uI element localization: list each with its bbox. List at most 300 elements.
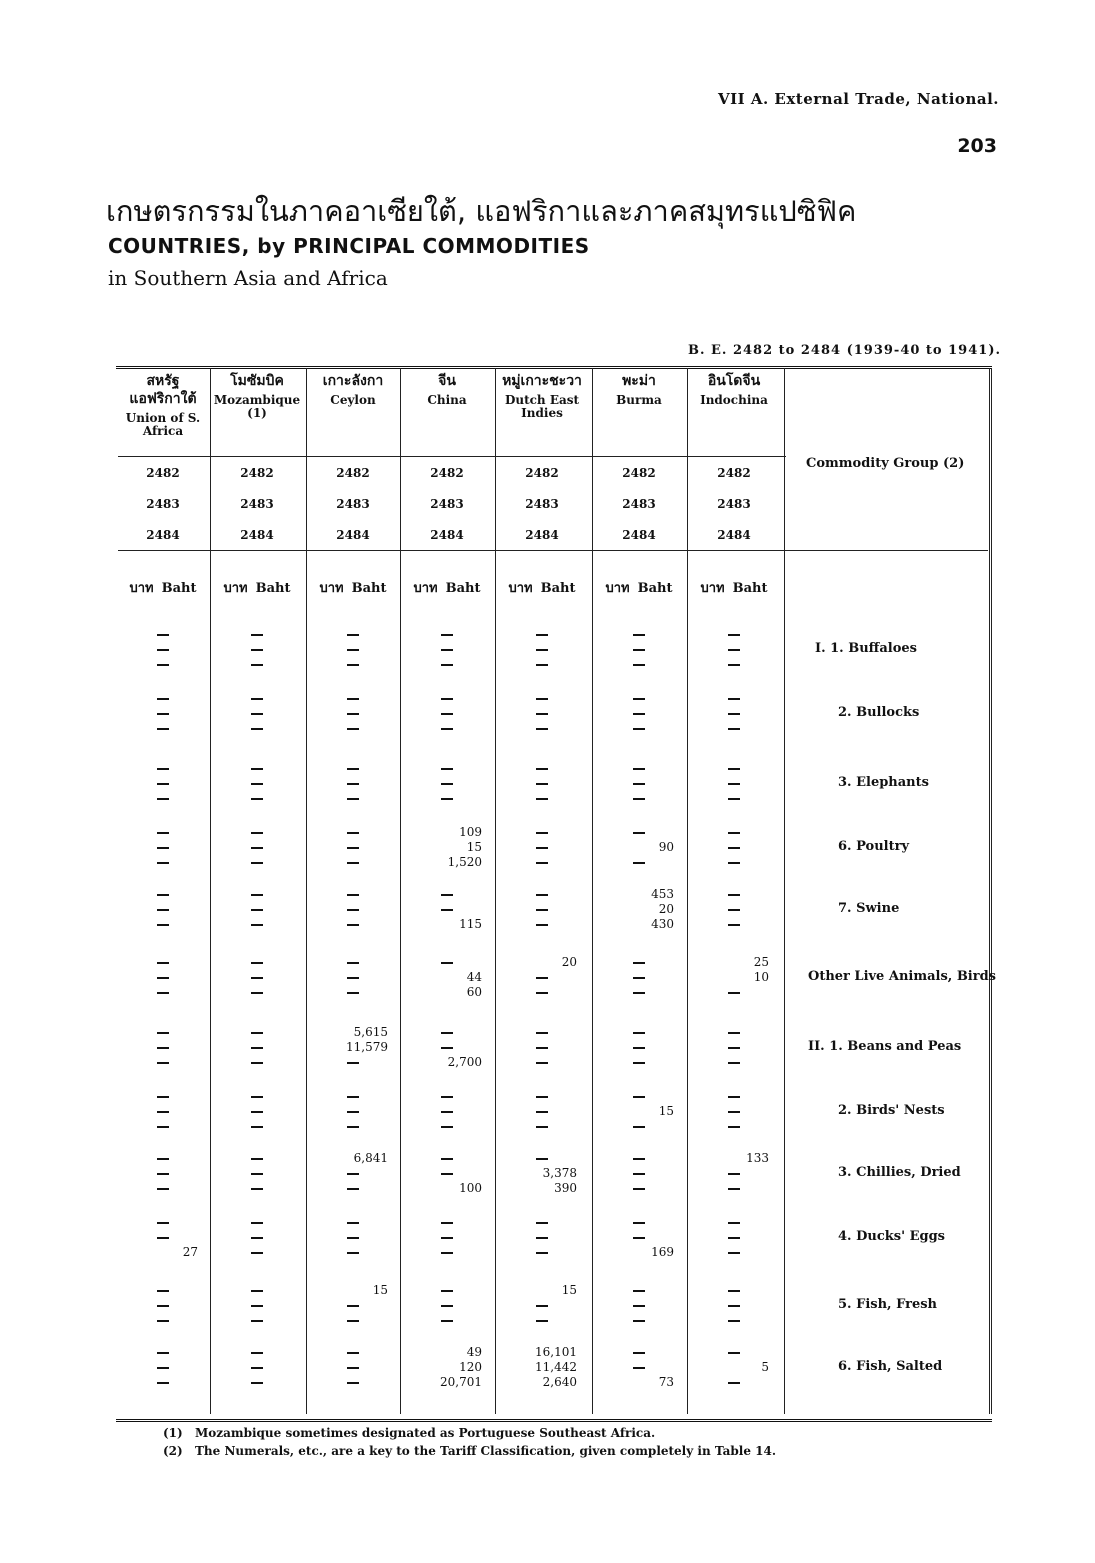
dash-mark	[633, 783, 645, 785]
cell-value	[251, 841, 263, 854]
cell-value	[441, 692, 453, 705]
cell-value	[251, 888, 263, 901]
cell-value	[728, 692, 740, 705]
cell-value: 20,701	[440, 1375, 482, 1389]
year-label: 2482	[525, 466, 559, 480]
cell-value	[347, 707, 359, 720]
dash-mark	[251, 1096, 263, 1098]
dash-mark	[347, 977, 359, 979]
year-label: 2484	[336, 528, 370, 542]
cell-value	[157, 841, 169, 854]
cell-value	[251, 1376, 263, 1389]
cell-value: 115	[459, 917, 482, 931]
cell-value	[347, 658, 359, 671]
dash-mark	[347, 909, 359, 911]
cell-value	[251, 1346, 263, 1359]
dash-mark	[728, 992, 740, 994]
cell-value	[251, 1182, 263, 1195]
cell-value	[633, 643, 645, 656]
country-name-english: Dutch East Indies	[504, 393, 580, 420]
cell-value	[633, 956, 645, 969]
cell-value	[347, 1182, 359, 1195]
unit-label	[687, 577, 781, 598]
dash-mark	[251, 649, 263, 651]
unit-thai: บาท	[508, 581, 533, 596]
cell-value	[157, 643, 169, 656]
dash-mark	[728, 1237, 740, 1239]
cell-value	[251, 1284, 263, 1297]
dash-mark	[728, 924, 740, 926]
year-label: 2482	[622, 466, 656, 480]
dash-mark	[251, 1320, 263, 1322]
cell-value	[251, 856, 263, 869]
year-label: 2483	[146, 497, 180, 511]
table-cell	[495, 628, 589, 682]
table-cell	[495, 1090, 589, 1144]
cell-value	[347, 722, 359, 735]
unit-english: Baht	[351, 581, 387, 596]
cell-value	[347, 692, 359, 705]
cell-value	[728, 986, 740, 999]
cell-value	[347, 903, 359, 916]
dash-mark	[251, 1158, 263, 1160]
table-right-border	[989, 368, 992, 1414]
dash-mark	[441, 1222, 453, 1224]
cell-value	[728, 1120, 740, 1133]
dash-mark	[728, 1096, 740, 1098]
commodity-label: 5. Fish, Fresh	[838, 1297, 937, 1312]
cell-value	[633, 1314, 645, 1327]
dash-mark	[728, 909, 740, 911]
dash-mark	[633, 713, 645, 715]
cell-value: 20	[561, 955, 577, 969]
table-cell	[210, 1216, 304, 1270]
dash-mark	[536, 847, 548, 849]
dash-mark	[347, 1237, 359, 1239]
cell-value	[157, 1026, 169, 1039]
cell-value	[347, 792, 359, 805]
dash-mark	[251, 1352, 263, 1354]
cell-value	[536, 903, 548, 916]
dash-mark	[157, 1173, 169, 1175]
cell-value	[536, 986, 548, 999]
table-cell	[306, 888, 400, 942]
table-cell	[116, 1026, 210, 1080]
table-cell	[400, 1346, 494, 1400]
cell-value	[536, 856, 548, 869]
cell-value	[251, 643, 263, 656]
dash-mark	[633, 977, 645, 979]
dash-mark	[441, 728, 453, 730]
cell-value	[536, 1216, 548, 1229]
dash-mark	[157, 1126, 169, 1128]
dash-mark	[347, 649, 359, 651]
footnote-1	[163, 1426, 655, 1440]
dash-mark	[251, 1188, 263, 1190]
cell-value: 2,700	[447, 1055, 482, 1069]
cell-value	[157, 918, 169, 931]
country-header	[495, 372, 589, 420]
dash-mark	[251, 992, 263, 994]
dash-mark	[157, 1158, 169, 1160]
cell-value	[251, 956, 263, 969]
dash-mark	[157, 768, 169, 770]
dash-mark	[728, 649, 740, 651]
dash-mark	[728, 1062, 740, 1064]
table-cell	[687, 762, 781, 816]
dash-mark	[728, 847, 740, 849]
cell-value	[157, 628, 169, 641]
dash-mark	[728, 1305, 740, 1307]
table-cell	[210, 1152, 304, 1206]
cell-value	[441, 707, 453, 720]
dash-mark	[536, 992, 548, 994]
dash-mark	[251, 1032, 263, 1034]
cell-value	[251, 903, 263, 916]
footnote-2	[163, 1444, 776, 1458]
table-cell	[210, 1090, 304, 1144]
cell-value	[441, 956, 453, 969]
table-cell	[592, 1284, 686, 1338]
dash-mark	[441, 713, 453, 715]
cell-value	[536, 1120, 548, 1133]
dash-mark	[536, 1126, 548, 1128]
dash-mark	[157, 634, 169, 636]
cell-value: 15	[561, 1283, 577, 1297]
cell-value	[728, 1246, 740, 1259]
country-name-thai: โมซัมบิค	[230, 373, 284, 389]
cell-value	[536, 628, 548, 641]
table-cell	[592, 1090, 686, 1144]
cell-value	[728, 643, 740, 656]
cell-value	[536, 826, 548, 839]
table-cell	[495, 692, 589, 746]
table-cell	[687, 1346, 781, 1400]
cell-value	[251, 628, 263, 641]
cell-value	[441, 1090, 453, 1103]
dash-mark	[633, 664, 645, 666]
year-label: 2482	[240, 466, 274, 480]
cell-value: 73	[658, 1375, 674, 1389]
cell-value	[536, 1041, 548, 1054]
unit-thai: บาท	[129, 581, 154, 596]
table-cell	[210, 762, 304, 816]
dash-mark	[728, 1032, 740, 1034]
table-cell	[400, 762, 494, 816]
unit-label	[210, 577, 304, 598]
year-label: 2484	[146, 528, 180, 542]
year-label: 2483	[430, 497, 464, 511]
cell-value	[251, 1105, 263, 1118]
header-rule	[118, 456, 786, 457]
dash-mark	[251, 977, 263, 979]
dash-mark	[633, 1173, 645, 1175]
cell-value	[728, 1026, 740, 1039]
country-name-thai: พะม่า	[622, 373, 656, 389]
dash-mark	[251, 862, 263, 864]
commodity-label: 4. Ducks' Eggs	[838, 1229, 945, 1244]
cell-value	[441, 903, 453, 916]
cell-value	[633, 1152, 645, 1165]
dash-mark	[536, 728, 548, 730]
dash-mark	[157, 1222, 169, 1224]
cell-value	[157, 777, 169, 790]
cell-value	[728, 707, 740, 720]
table-cell	[116, 1216, 210, 1270]
year-label: 2483	[717, 497, 751, 511]
dash-mark	[536, 1237, 548, 1239]
dash-mark	[441, 1237, 453, 1239]
table-cell	[210, 1026, 304, 1080]
cell-value	[441, 1167, 453, 1180]
dash-mark	[157, 664, 169, 666]
dash-mark	[157, 1188, 169, 1190]
table-cell	[116, 1284, 210, 1338]
country-name-thai: อินโดจีน	[707, 373, 761, 389]
dash-mark	[441, 798, 453, 800]
dash-mark	[157, 1290, 169, 1292]
dash-mark	[728, 1126, 740, 1128]
cell-value	[251, 1056, 263, 1069]
cell-value	[728, 918, 740, 931]
table-cell	[306, 1026, 400, 1080]
cell-value	[536, 722, 548, 735]
dash-mark	[536, 1047, 548, 1049]
table-cell	[495, 826, 589, 880]
cell-value	[347, 1299, 359, 1312]
dash-mark	[441, 1158, 453, 1160]
title-english: COUNTRIES, by PRINCIPAL COMMODITIES	[108, 234, 590, 258]
cell-value: 5	[761, 1360, 769, 1374]
unit-label	[495, 577, 589, 598]
table-cell	[116, 1346, 210, 1400]
dash-mark	[728, 798, 740, 800]
cell-value	[157, 762, 169, 775]
dash-mark	[251, 894, 263, 896]
dash-mark	[633, 1305, 645, 1307]
dash-mark	[728, 1047, 740, 1049]
dash-mark	[728, 832, 740, 834]
cell-value	[633, 986, 645, 999]
year-label: 2484	[622, 528, 656, 542]
dash-mark	[347, 894, 359, 896]
cell-value	[633, 971, 645, 984]
cell-value	[157, 707, 169, 720]
dash-mark	[728, 634, 740, 636]
dash-mark	[157, 1237, 169, 1239]
cell-value	[251, 918, 263, 931]
cell-value	[157, 826, 169, 839]
table-cell	[306, 1090, 400, 1144]
footnote-text: The Numerals, etc., are a key to the Tariff Classification, given completely in Table 14.	[195, 1444, 777, 1458]
commodity-label: 2. Birds' Nests	[838, 1103, 945, 1118]
country-header	[116, 372, 210, 438]
cell-value	[728, 1376, 740, 1389]
cell-value	[441, 1231, 453, 1244]
dash-mark	[347, 1173, 359, 1175]
cell-value	[251, 1167, 263, 1180]
dash-mark	[728, 783, 740, 785]
dash-mark	[251, 1305, 263, 1307]
dash-mark	[536, 1158, 548, 1160]
dash-mark	[633, 1290, 645, 1292]
cell-value: 44	[466, 970, 482, 984]
cell-value	[728, 1299, 740, 1312]
dash-mark	[347, 924, 359, 926]
cell-value	[347, 918, 359, 931]
table-cell	[400, 692, 494, 746]
dash-mark	[157, 894, 169, 896]
cell-value: 2,640	[542, 1375, 577, 1389]
cell-value	[347, 1314, 359, 1327]
cell-value	[157, 792, 169, 805]
cell-value	[728, 1056, 740, 1069]
cell-value: 109	[459, 825, 482, 839]
dash-mark	[441, 698, 453, 700]
cell-value	[728, 903, 740, 916]
commodity-label: Other Live Animals, Birds	[808, 969, 997, 984]
dash-mark	[251, 798, 263, 800]
dash-mark	[536, 698, 548, 700]
cell-value	[728, 1314, 740, 1327]
cell-value	[633, 692, 645, 705]
cell-value	[728, 1346, 740, 1359]
cell-value	[633, 1346, 645, 1359]
table-cell	[400, 628, 494, 682]
dash-mark	[441, 1305, 453, 1307]
dash-mark	[347, 1305, 359, 1307]
dash-mark	[251, 1062, 263, 1064]
dash-mark	[347, 634, 359, 636]
dash-mark	[347, 713, 359, 715]
cell-value	[536, 1056, 548, 1069]
cell-value: 11,579	[346, 1040, 388, 1054]
dash-mark	[157, 1047, 169, 1049]
cell-value	[157, 1056, 169, 1069]
dash-mark	[157, 977, 169, 979]
cell-value	[441, 1314, 453, 1327]
unit-thai: บาท	[223, 581, 248, 596]
footnote-key: (2)	[163, 1444, 183, 1458]
year-label: 2484	[240, 528, 274, 542]
cell-value	[157, 1346, 169, 1359]
country-name-english: Burma	[616, 393, 662, 407]
dash-mark	[633, 862, 645, 864]
cell-value	[633, 1231, 645, 1244]
commodity-label: 3. Chillies, Dried	[838, 1165, 961, 1180]
dash-mark	[536, 1222, 548, 1224]
cell-value	[157, 903, 169, 916]
dash-mark	[633, 1367, 645, 1369]
dash-mark	[347, 698, 359, 700]
dash-mark	[251, 1290, 263, 1292]
dash-mark	[347, 798, 359, 800]
cell-value	[633, 1216, 645, 1229]
dash-mark	[536, 1032, 548, 1034]
cell-value	[251, 1299, 263, 1312]
cell-value	[728, 1216, 740, 1229]
table-cell	[687, 1152, 781, 1206]
table-cell	[210, 1284, 304, 1338]
cell-value	[728, 1182, 740, 1195]
cell-value: 10	[753, 970, 769, 984]
year-label: 2484	[430, 528, 464, 542]
dash-mark	[728, 1252, 740, 1254]
year-label: 2483	[240, 497, 274, 511]
dash-mark	[441, 649, 453, 651]
dash-mark	[728, 1111, 740, 1113]
dash-mark	[157, 698, 169, 700]
country-name-thai: หมู่เกาะชะวา	[502, 373, 582, 389]
cell-value	[728, 1231, 740, 1244]
dash-mark	[347, 783, 359, 785]
cell-value	[633, 1041, 645, 1054]
dash-mark	[441, 1111, 453, 1113]
cell-value	[157, 1299, 169, 1312]
table-cell	[306, 826, 400, 880]
year-label: 2483	[336, 497, 370, 511]
cell-value	[633, 1167, 645, 1180]
country-name-english: Union of S. Africa	[125, 411, 201, 438]
table-cell	[116, 1090, 210, 1144]
cell-value	[157, 658, 169, 671]
dash-mark	[157, 798, 169, 800]
cell-value	[347, 826, 359, 839]
dash-mark	[347, 768, 359, 770]
cell-value	[536, 1152, 548, 1165]
table-cell	[400, 1026, 494, 1080]
cell-value	[728, 826, 740, 839]
dash-mark	[536, 1062, 548, 1064]
commodity-label: I. 1. Buffaloes	[815, 641, 917, 656]
cell-value	[251, 1216, 263, 1229]
table-cell	[210, 888, 304, 942]
dash-mark	[347, 847, 359, 849]
table-cell	[592, 1216, 686, 1270]
dash-mark	[157, 992, 169, 994]
dash-mark	[441, 1252, 453, 1254]
dash-mark	[633, 1222, 645, 1224]
dash-mark	[441, 1320, 453, 1322]
cell-value	[536, 888, 548, 901]
cell-value	[633, 762, 645, 775]
dash-mark	[441, 783, 453, 785]
dash-mark	[728, 1173, 740, 1175]
dash-mark	[536, 649, 548, 651]
table-cell	[306, 628, 400, 682]
table-cell	[687, 1216, 781, 1270]
dash-mark	[536, 862, 548, 864]
year-label: 2483	[622, 497, 656, 511]
unit-label	[116, 577, 210, 598]
cell-value	[441, 1246, 453, 1259]
table-cell	[306, 956, 400, 1010]
cell-value	[536, 1090, 548, 1103]
cell-value	[251, 692, 263, 705]
cell-value	[536, 1299, 548, 1312]
dash-mark	[728, 1352, 740, 1354]
table-cell	[687, 956, 781, 1010]
dash-mark	[347, 1320, 359, 1322]
table-cell	[400, 1284, 494, 1338]
country-name-thai: จีน	[438, 373, 456, 389]
unit-thai: บาท	[605, 581, 630, 596]
cell-value	[633, 1361, 645, 1374]
table-cell	[400, 888, 494, 942]
dash-mark	[536, 924, 548, 926]
dash-mark	[157, 924, 169, 926]
table-cell	[495, 956, 589, 1010]
